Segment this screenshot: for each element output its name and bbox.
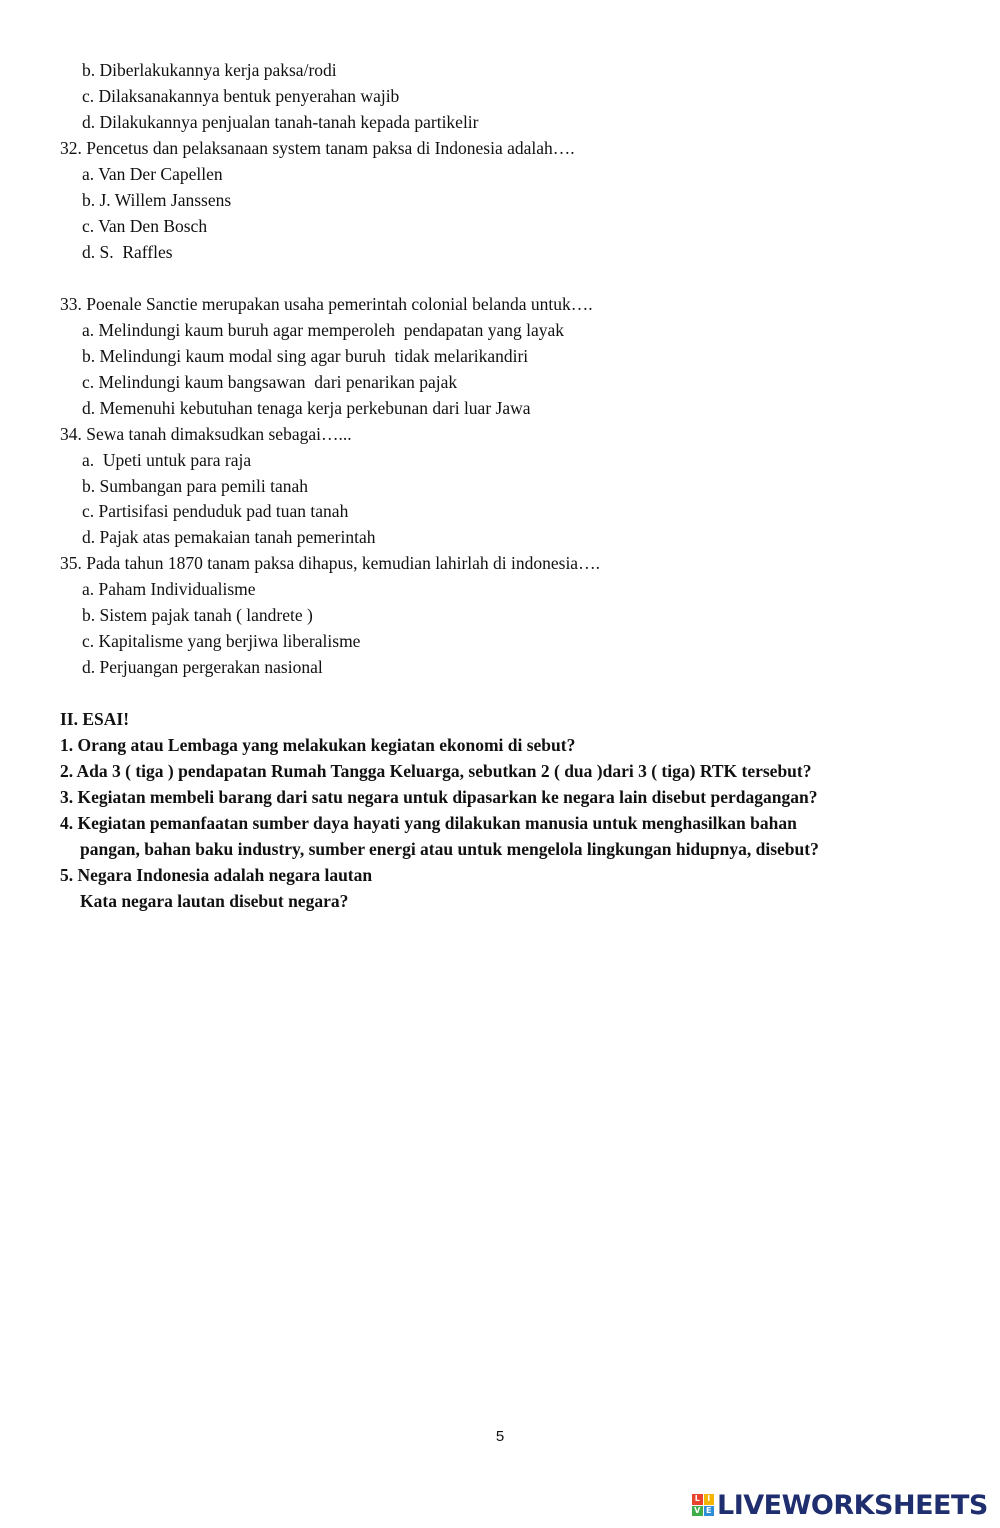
essay-heading: II. ESAI! <box>60 709 130 729</box>
q32-option-d: d. S. Raffles <box>82 242 173 262</box>
q33-option-a: a. Melindungi kaum buruh agar memperoleh pendapatan yang layak <box>82 320 565 340</box>
q32-option-b: b. J. Willem Janssens <box>82 190 232 210</box>
q34-option-d: d. Pajak atas pemakaian tanah pemerintah <box>82 527 376 547</box>
logo-mark-letter-e: E <box>704 1506 715 1517</box>
q33-option-b: b. Melindungi kaum modal sing agar buruh tidak melarikandiri <box>82 346 529 366</box>
essay-question-1: 1. Orang atau Lembaga yang melakukan kegiatan ekonomi di sebut? <box>60 735 576 755</box>
essay-question-4-continued: pangan, bahan baku industry, sumber energi atau untuk mengelola lingkungan hidupnya, disebut? <box>80 839 819 859</box>
q32-option-c: c. Van Den Bosch <box>82 216 208 236</box>
liveworksheets-logo-text: LIVEWORKSHEETS <box>717 1489 988 1521</box>
q35-option-a: a. Paham Individualisme <box>82 579 256 599</box>
q34-question: 34. Sewa tanah dimaksudkan sebagai…... <box>60 424 352 444</box>
q31-option-c: c. Dilaksanakannya bentuk penyerahan wajib <box>82 86 400 106</box>
essay-question-5: 5. Negara Indonesia adalah negara lautan <box>60 865 373 885</box>
essay-question-2: 2. Ada 3 ( tiga ) pendapatan Rumah Tangga Keluarga, sebutkan 2 ( dua )dari 3 ( tiga) RTK tersebut? <box>60 761 812 781</box>
essay-question-4: 4. Kegiatan pemanfaatan sumber daya hayati yang dilakukan manusia untuk menghasilkan bahan <box>60 813 797 833</box>
logo-mark-letter-l: L <box>692 1494 703 1505</box>
q35-option-b: b. Sistem pajak tanah ( landrete ) <box>82 605 313 625</box>
essay-question-5-continued: Kata negara lautan disebut negara? <box>80 891 349 911</box>
q31-option-b: b. Diberlakukannya kerja paksa/rodi <box>82 60 337 80</box>
q33-option-c: c. Melindungi kaum bangsawan dari penarikan pajak <box>82 372 458 392</box>
q33-question: 33. Poenale Sanctie merupakan usaha pemerintah colonial belanda untuk…. <box>60 294 593 314</box>
essay-question-3: 3. Kegiatan membeli barang dari satu negara untuk dipasarkan ke negara lain disebut perdagangan? <box>60 787 818 807</box>
liveworksheets-logo <box>692 1490 988 1520</box>
logo-mark-letter-i: I <box>704 1494 715 1505</box>
q31-option-d: d. Dilakukannya penjualan tanah-tanah kepada partikelir <box>82 112 479 132</box>
q35-option-d: d. Perjuangan pergerakan nasional <box>82 657 323 677</box>
page-number: 5 <box>495 1428 505 1445</box>
logo-mark-letter-v: V <box>692 1506 703 1517</box>
q34-option-a: a. Upeti untuk para raja <box>82 450 252 470</box>
q32-option-a: a. Van Der Capellen <box>82 164 223 184</box>
q35-option-c: c. Kapitalisme yang berjiwa liberalisme <box>82 631 361 651</box>
q34-option-b: b. Sumbangan para pemili tanah <box>82 476 308 496</box>
q33-option-d: d. Memenuhi kebutuhan tenaga kerja perkebunan dari luar Jawa <box>82 398 531 418</box>
q34-option-c: c. Partisifasi penduduk pad tuan tanah <box>82 501 349 521</box>
liveworksheets-logo-icon <box>692 1494 714 1516</box>
q32-question: 32. Pencetus dan pelaksanaan system tanam paksa di Indonesia adalah…. <box>60 138 575 158</box>
q35-question: 35. Pada tahun 1870 tanam paksa dihapus, kemudian lahirlah di indonesia…. <box>60 553 600 573</box>
